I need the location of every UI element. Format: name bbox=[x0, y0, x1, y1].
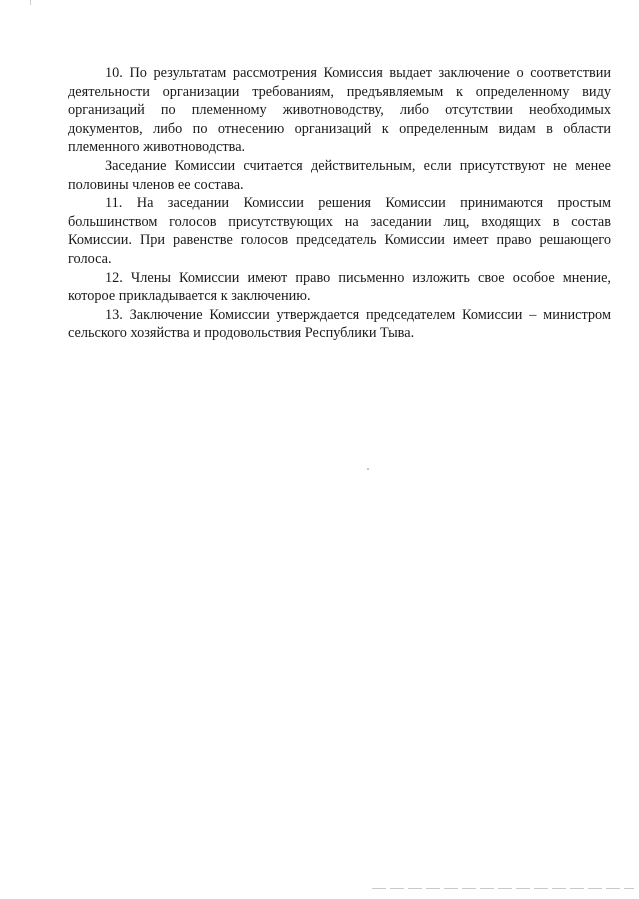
paragraph-11: 11. На заседании Комиссии решения Комиссии принимаются простым большинством голосов присутствующих на заседании лиц, входящих в состав Комиссии. При равенстве голосов председатель Комиссии имеет право решающего голоса. bbox=[68, 195, 611, 267]
scan-speck bbox=[367, 468, 369, 470]
bottom-dashed-line bbox=[372, 888, 634, 889]
paragraph-10: 10. По результатам рассмотрения Комиссия выдает заключение о соответствии деятельности организации требованиям, предъявляемым к определенному виду организаций по племенному животноводству, либо отсутствии необходимых документов, либо по отнесению организаций к определенным видам в области племенного животноводства. bbox=[68, 65, 611, 156]
document-body bbox=[68, 64, 611, 343]
scan-mark bbox=[30, 0, 31, 5]
paragraph-quorum: Заседание Комиссии считается действительным, если присутствуют не менее половины членов ее состава. bbox=[68, 157, 611, 193]
paragraph-13: 13. Заключение Комиссии утверждается председателем Комиссии – министром сельского хозяйства и продовольствия Республики Тыва. bbox=[68, 306, 611, 342]
paragraph-12: 12. Члены Комиссии имеют право письменно изложить свое особое мнение, которое прикладывается к заключению. bbox=[68, 269, 611, 305]
